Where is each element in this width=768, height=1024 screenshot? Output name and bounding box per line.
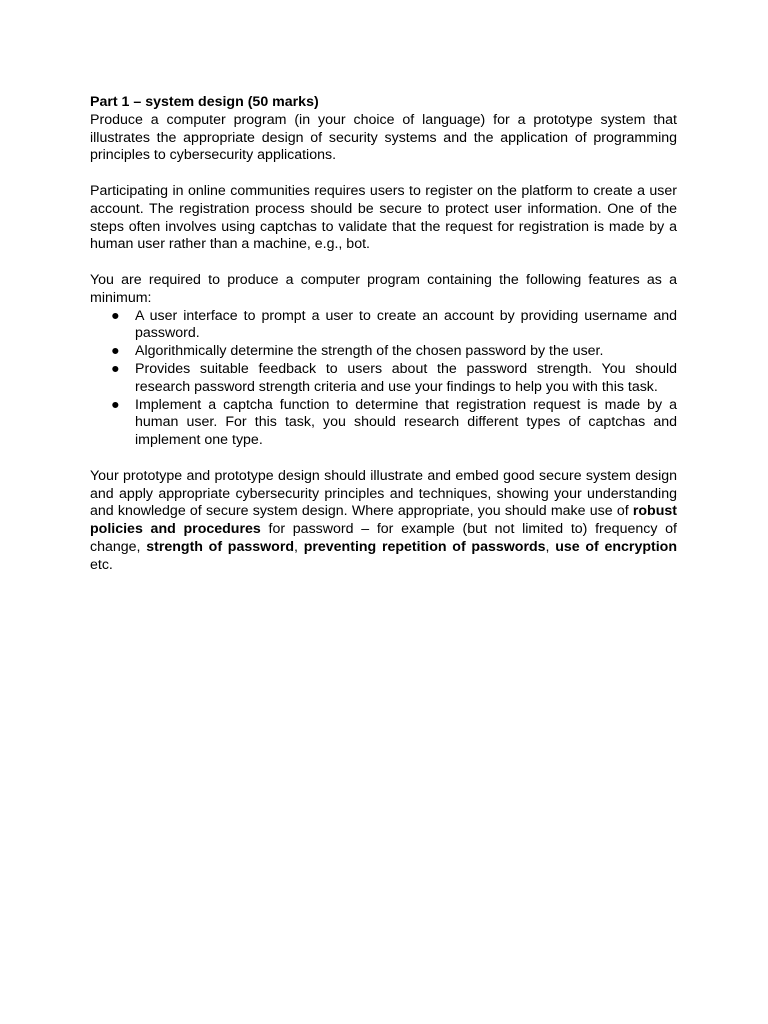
bullet-icon: ● bbox=[111, 396, 120, 413]
bullet-icon: ● bbox=[111, 360, 120, 377]
list-item-text: A user interface to prompt a user to create an account by providing username and password. bbox=[135, 307, 677, 342]
document-page bbox=[90, 94, 677, 575]
guidance-text: , bbox=[294, 538, 304, 555]
requirements-intro: You are required to produce a computer program containing the following features as a minimum: bbox=[90, 271, 677, 306]
emphasis-repetition: preventing repetition of passwords bbox=[303, 538, 546, 555]
bullet-icon: ● bbox=[111, 343, 120, 360]
registration-paragraph: Participating in online communities requires users to register on the platform to create a user account. The registration process should be secure to protect user information. One of the steps often involves using captchas to validate that the request for registration is made by a human user rather than a machine, e.g., bot. bbox=[90, 182, 677, 253]
list-item-text: Provides suitable feedback to users about the password strength. You should research password strength criteria and use your findings to help you with this task. bbox=[135, 360, 677, 395]
guidance-text: Your prototype and prototype design should illustrate and embed good secure system design and apply appropriate cybersecurity principles and techniques, showing your understanding and knowledge of secure system design. Where appropriate, you should make use of bbox=[90, 467, 677, 520]
emphasis-encryption: use of encryption bbox=[555, 538, 678, 555]
list-item bbox=[90, 343, 677, 361]
list-item-text: Algorithmically determine the strength of the chosen password by the user. bbox=[135, 343, 604, 360]
paragraph-spacer bbox=[90, 165, 677, 183]
intro-paragraph: Produce a computer program (in your choice of language) for a prototype system that illustrates the appropriate design of security systems and the application of programming principles to cybersecurity applications. bbox=[90, 111, 677, 164]
list-item bbox=[90, 397, 677, 450]
paragraph-spacer bbox=[90, 450, 677, 468]
emphasis-policies: robust policies and procedures bbox=[90, 503, 677, 538]
feature-list bbox=[90, 308, 677, 450]
guidance-text: for password – for example (but not limited to) frequency of change, bbox=[90, 521, 677, 555]
section-heading: Part 1 – system design (50 marks) bbox=[90, 94, 319, 110]
design-guidance-paragraph bbox=[90, 468, 677, 575]
list-item bbox=[90, 308, 677, 344]
bullet-icon: ● bbox=[111, 307, 120, 324]
guidance-text: , bbox=[545, 538, 556, 555]
emphasis-strength: strength of password bbox=[146, 538, 295, 555]
paragraph-spacer bbox=[90, 254, 677, 272]
list-item bbox=[90, 361, 677, 397]
guidance-text: etc. bbox=[90, 556, 113, 573]
list-item-text: Implement a captcha function to determine that registration request is made by a human user. For this task, you should research different types of captchas and implement one type. bbox=[135, 396, 677, 449]
